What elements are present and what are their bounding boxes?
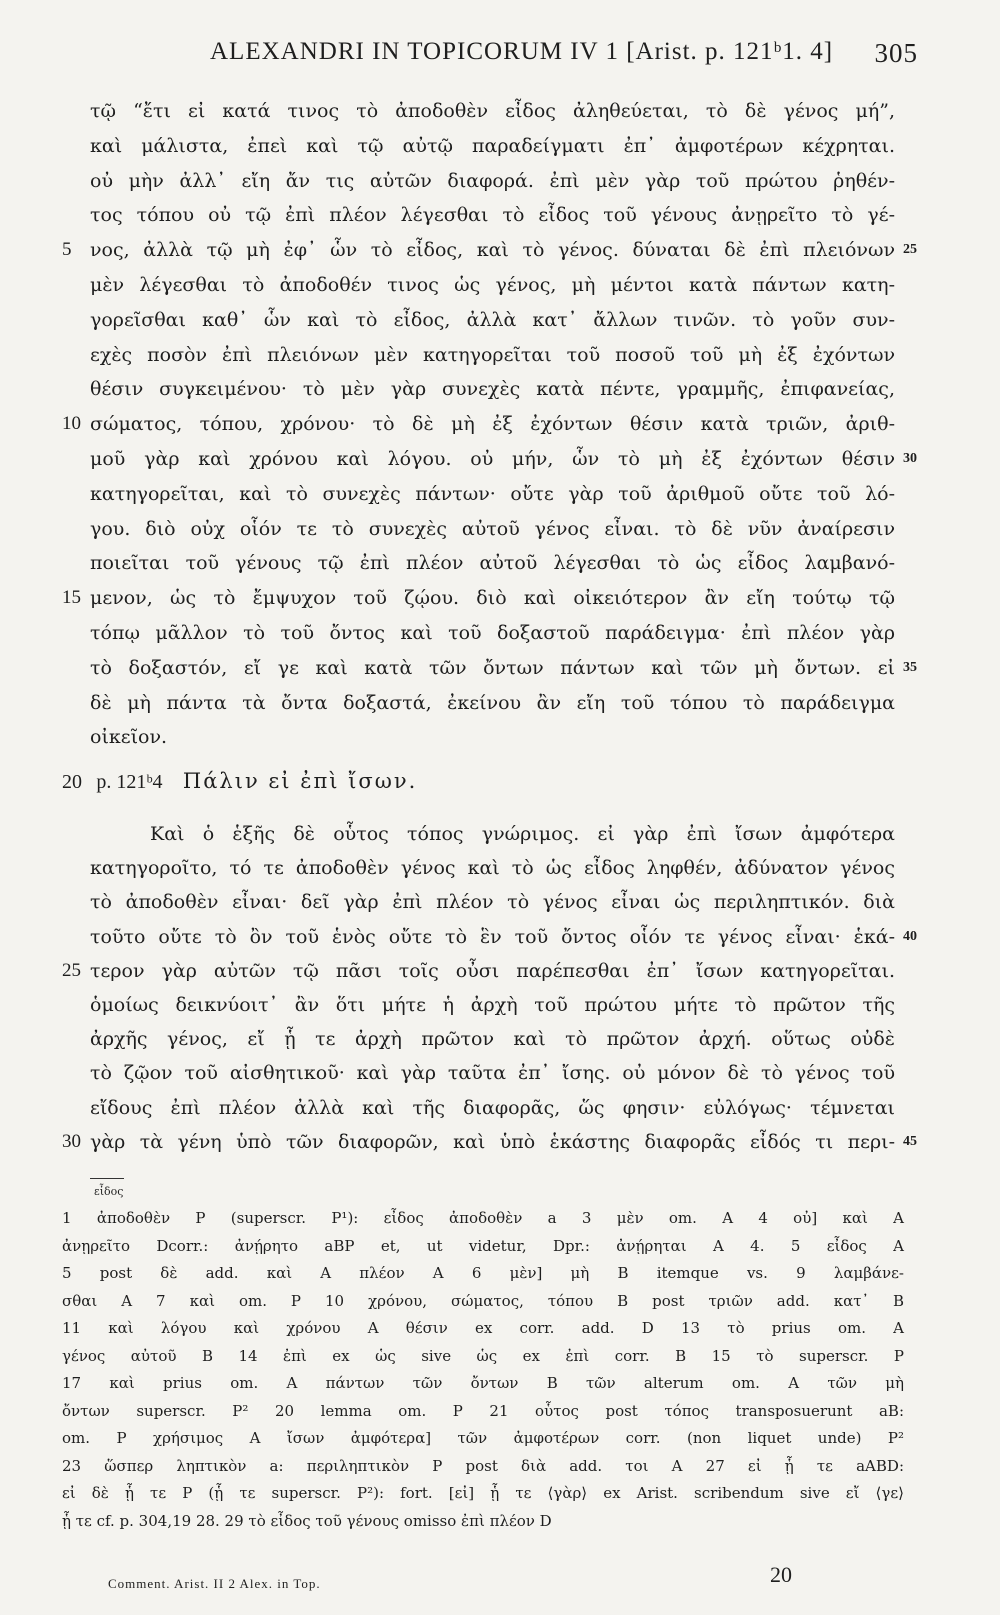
margin-reference-number: 30 bbox=[903, 451, 917, 466]
apparatus-line: ὄντων superscr. P² 20 lemma om. P 21 οὗτος post τόπος transposuerunt aB: bbox=[62, 1401, 904, 1420]
text-line: κατηγορεῖται, καὶ τὸ συνεχὲς πάντων· οὔτε γὰρ τοῦ ἀριθμοῦ οὔτε τοῦ λό- bbox=[90, 482, 895, 505]
text-line: μενον, ὡς τὸ ἔμψυχον τοῦ ζῴου. διὸ καὶ οἰκειότερον ἂν εἴη τούτῳ τῷ bbox=[90, 587, 895, 610]
running-title: ALEXANDRI IN TOPICORUM IV 1 [Arist. p. 121ᵇ1. 4] bbox=[210, 38, 834, 65]
lemma-line-number: 20 bbox=[62, 771, 82, 793]
text-line: Καὶ ὁ ἑξῆς δὲ οὗτος τόπος γνώριμος. εἰ γὰρ ἐπὶ ἴσων ἀμφότερα bbox=[150, 823, 895, 845]
text-line: σώματος, τόπου, χρόνου· τὸ δὲ μὴ ἐξ ἐχόντων θέσιν κατὰ τριῶν, ἀριθ- bbox=[90, 413, 895, 436]
lemma-reference: p. 121ᵇ4 bbox=[96, 771, 163, 793]
margin-reference-number: 40 bbox=[903, 928, 917, 944]
signature-line: Comment. Arist. II 2 Alex. in Top. bbox=[108, 1576, 321, 1591]
apparatus-line: 23 ὥσπερ ληπτικὸν a: περιληπτικὸν P post διὰ add. τοι A 27 εἰ ᾗ τε aABD: bbox=[62, 1456, 904, 1475]
line-number: 10 bbox=[62, 413, 81, 435]
line-number: 25 bbox=[62, 959, 81, 981]
running-header bbox=[0, 38, 1000, 72]
text-line: εἴδους ἐπὶ πλέον ἀλλὰ καὶ τῆς διαφορᾶς, ὥς φησιν· εὐλόγως· τέμνεται bbox=[90, 1096, 895, 1119]
page-number: 305 bbox=[874, 38, 918, 68]
sheet-number: 20 bbox=[770, 1562, 792, 1587]
text-line: τὸ ἀποδοθὲν εἶναι· δεῖ γὰρ ἐπὶ πλέον τὸ γένος εἶναι ὡς περιληπτικόν. διὰ bbox=[90, 891, 895, 914]
text-line: τόπῳ μᾶλλον τὸ τοῦ ὄντος καὶ τοῦ δοξαστοῦ παράδειγμα· ἐπὶ πλέον γὰρ bbox=[90, 622, 895, 644]
apparatus-line: ἀνῃρεῖτο Dcorr.: ἀνῄρητο aBP et, ut videtur, Dpr.: ἀνῄρηται A 4. 5 εἶδος A bbox=[62, 1236, 904, 1255]
text-line: τὸ δοξαστόν, εἴ γε καὶ κατὰ τῶν ὄντων πάντων καὶ τῶν μὴ ὄντων. εἰ bbox=[90, 656, 895, 679]
text-line: τερον γὰρ αὐτῶν τῷ πᾶσι τοῖς οὖσι παρέπεσθαι ἐπ᾿ ἴσων κατηγορεῖται. bbox=[90, 959, 895, 982]
text-line: καὶ μάλιστα, ἐπεὶ καὶ τῷ αὐτῷ παραδείγματι ἐπ᾿ ἀμφοτέρων κέχρηται. bbox=[90, 134, 895, 157]
text-line: μὲν λέγεσθαι τὸ ἀποδοθέν τινος ὡς γένος, μὴ μέντοι κατὰ πάντων κατη- bbox=[90, 274, 895, 296]
text-line: νος, ἀλλὰ τῷ μὴ ἐφ᾿ ὧν τὸ εἶδος, καὶ τὸ γένος. δύναται δὲ ἐπὶ πλειόνων bbox=[90, 239, 895, 262]
apparatus-line: σθαι A 7 καὶ om. P 10 χρόνου, σώματος, τόπου B post τριῶν add. κατ᾿ B bbox=[62, 1291, 904, 1310]
lemma-heading bbox=[62, 768, 417, 795]
text-line: ποιεῖται τοῦ γένους τῷ ἐπὶ πλέον αὐτοῦ λέγεσθαι τὸ ὡς εἶδος λαμβανό- bbox=[90, 552, 895, 575]
margin-reference-number: 25 bbox=[903, 242, 917, 258]
line-number: 30 bbox=[62, 1130, 81, 1152]
text-line: τοῦτο οὔτε τὸ ὂν τοῦ ἑνὸς οὔτε τὸ ἓν τοῦ ὄντος οἷόν τε γένος εἶναι· ἑκά- bbox=[90, 925, 895, 948]
text-line: θέσιν συγκειμένου· τὸ μὲν γὰρ συνεχὲς κατὰ πέντε, γραμμῆς, ἐπιφανείας, bbox=[90, 378, 895, 401]
apparatus-line: ᾗ τε cf. p. 304,19 28. 29 τὸ εἶδος τοῦ γένους omisso ἐπὶ πλέον D bbox=[62, 1511, 552, 1530]
apparatus-line: εἰ δὲ ᾗ τε P (ᾗ τε superscr. P²): fort. [εἰ] ᾗ τε ⟨γὰρ⟩ ex Arist. scribendum sive εἴ ⟨γε⟩ bbox=[62, 1484, 904, 1502]
text-line: οἰκεῖον. bbox=[90, 726, 168, 749]
margin-reference-number: 45 bbox=[903, 1133, 917, 1149]
text-line: τῷ “ἔτι εἰ κατά τινος τὸ ἀποδοθὲν εἶδος ἀληθεύεται, τὸ δὲ γένος μή”, bbox=[90, 100, 895, 122]
line-number: 15 bbox=[62, 587, 81, 609]
text-line: δὲ μὴ πάντα τὰ ὄντα δοξαστά, ἐκείνου ἂν εἴη τοῦ τόπου τὸ παράδειγμα bbox=[90, 691, 895, 714]
apparatus-superscript: εἶδος bbox=[94, 1185, 124, 1198]
apparatus-rule bbox=[90, 1178, 124, 1179]
text-line: τος τόπου οὐ τῷ ἐπὶ πλέον λέγεσθαι τὸ εἶδος τοῦ γένους ἀνῃρεῖτο τὸ γέ- bbox=[90, 204, 895, 227]
line-number: 5 bbox=[62, 239, 72, 261]
text-line: γορεῖσθαι καθ᾿ ὧν καὶ τὸ εἶδος, ἀλλὰ κατ᾿ ἄλλων τινῶν. τὸ γοῦν συν- bbox=[90, 308, 895, 331]
text-line: εχὲς ποσὸν ἐπὶ πλειόνων μὲν κατηγορεῖται τοῦ ποσοῦ τοῦ μὴ ἐξ ἐχόντων bbox=[90, 343, 895, 366]
apparatus-line: om. P χρήσιμος A ἴσων ἀμφότερα] τῶν ἀμφοτέρων corr. (non liquet unde) P² bbox=[62, 1429, 904, 1447]
text-line: γὰρ τὰ γένη ὑπὸ τῶν διαφορῶν, καὶ ὑπὸ ἑκάστης διαφορᾶς εἶδός τι περι- bbox=[90, 1130, 895, 1153]
text-line: οὐ μὴν ἀλλ᾿ εἴη ἄν τις αὐτῶν διαφορά. ἐπὶ μὲν γὰρ τοῦ πρώτου ῥηθέν- bbox=[90, 169, 895, 192]
apparatus-line: 1 ἀποδοθὲν P (superscr. P¹): εἶδος ἀποδοθὲν a 3 μὲν om. A 4 οὐ] καὶ A bbox=[62, 1209, 904, 1227]
text-line: τὸ ζῷον τοῦ αἰσθητικοῦ· καὶ γὰρ ταῦτα ἐπ᾿ ἴσης. οὐ μόνον δὲ τὸ γένος τοῦ bbox=[90, 1062, 895, 1085]
apparatus-line: 5 post δὲ add. καὶ A πλέον A 6 μὲν] μὴ B itemque vs. 9 λαμβάνε- bbox=[62, 1264, 904, 1282]
text-line: μοῦ γὰρ καὶ χρόνου καὶ λόγου. οὐ μήν, ὧν τὸ μὴ ἐξ ἐχόντων θέσιν bbox=[90, 448, 895, 470]
text-line: γου. διὸ οὐχ οἷόν τε τὸ συνεχὲς αὐτοῦ γένος εἶναι. τὸ δὲ νῦν ἀναίρεσιν bbox=[90, 517, 895, 540]
apparatus-line: γένος αὐτοῦ B 14 ἐπὶ ex ὡς sive ὡς ex ἐπὶ corr. B 15 τὸ superscr. P bbox=[62, 1346, 904, 1365]
margin-reference-number: 35 bbox=[903, 659, 917, 675]
text-line: κατηγοροῖτο, τό τε ἀποδοθὲν γένος καὶ τὸ ὡς εἶδος ληφθέν, ἀδύνατον γένος bbox=[90, 857, 895, 880]
text-line: ὁμοίως δεικνύοιτ᾿ ἂν ὅτι μήτε ἡ ἀρχὴ τοῦ πρώτου μήτε τὸ πρῶτον τῆς bbox=[90, 994, 895, 1016]
apparatus-line: 11 καὶ λόγου καὶ χρόνου A θέσιν ex corr. add. D 13 τὸ prius om. A bbox=[62, 1319, 904, 1337]
apparatus-line: 17 καὶ prius om. A πάντων τῶν ὄντων B τῶν alterum om. A τῶν μὴ bbox=[62, 1374, 904, 1392]
text-line: ἀρχῆς γένος, εἴ ᾗ τε ἀρχὴ πρῶτον καὶ τὸ πρῶτον ἀρχή. οὕτως οὐδὲ bbox=[90, 1028, 895, 1051]
lemma-text: Πάλιν εἰ ἐπὶ ἴσων. bbox=[182, 769, 418, 793]
